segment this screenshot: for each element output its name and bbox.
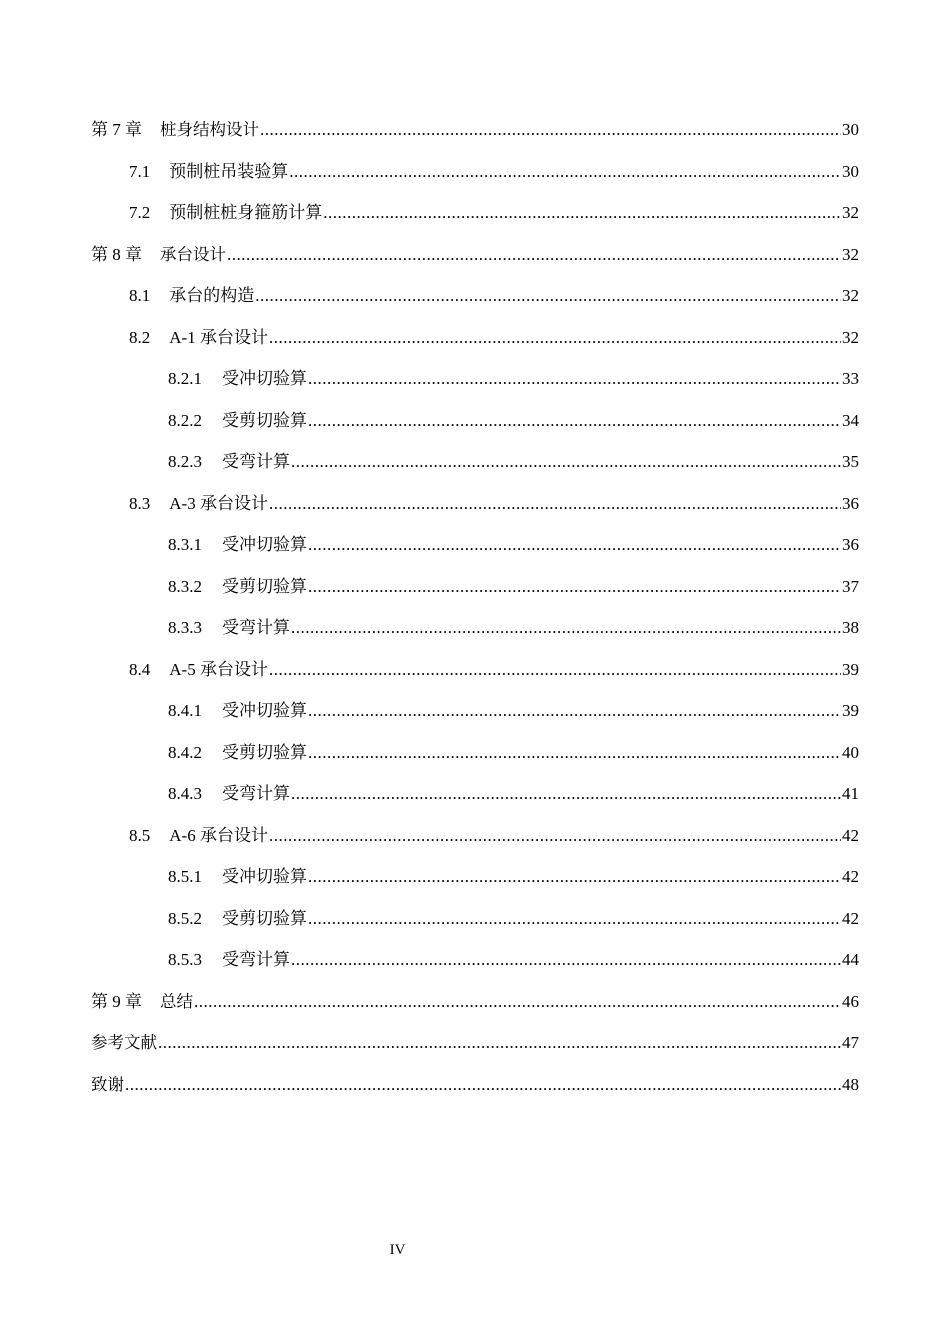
toc-entry-page: 36 <box>842 535 859 554</box>
toc-entry-number: 8.5 <box>129 825 151 845</box>
toc-entry-number: 8.4.1 <box>168 701 202 720</box>
toc-entry-number: 8.3.1 <box>168 535 202 554</box>
toc-entry-page: 32 <box>842 244 859 264</box>
toc-entry[interactable] <box>91 490 859 532</box>
toc-entry[interactable] <box>91 822 859 864</box>
toc-entry[interactable] <box>91 116 859 158</box>
toc-entry-number: 第 7 章 <box>91 120 142 139</box>
toc-entry[interactable] <box>91 199 859 241</box>
toc-dot-leader <box>308 697 841 725</box>
toc-entry-number: 7.2 <box>129 203 151 222</box>
toc-dot-leader <box>227 241 841 269</box>
toc-entry-page: 47 <box>842 1033 859 1052</box>
toc-entry-page: 30 <box>842 120 859 139</box>
toc-entry-page: 32 <box>842 327 859 347</box>
toc-entry[interactable] <box>91 407 859 449</box>
toc-entry-page: 34 <box>842 410 859 430</box>
toc-dot-leader <box>323 199 841 227</box>
toc-entry-page: 39 <box>842 659 859 679</box>
toc-entry-title: 受冲切验算 <box>222 535 307 554</box>
toc-entry-number: 8.2.1 <box>168 369 202 388</box>
toc-entry-number: 8.2 <box>129 327 151 347</box>
toc-entry[interactable] <box>91 697 859 739</box>
toc-entry-page: 30 <box>842 161 859 181</box>
toc-entry-title: 受弯计算 <box>222 618 290 637</box>
toc-entry-title: 受冲切验算 <box>222 701 307 720</box>
toc-entry-number: 8.3 <box>129 493 151 513</box>
toc-dot-leader <box>269 656 841 684</box>
toc-dot-leader <box>289 158 841 186</box>
toc-entry-page: 41 <box>842 784 859 803</box>
table-of-contents <box>91 116 859 1112</box>
toc-entry-page: 42 <box>842 908 859 928</box>
toc-entry-title: 受冲切验算 <box>222 369 307 388</box>
toc-dot-leader <box>158 1029 841 1057</box>
toc-entry-page: 38 <box>842 618 859 637</box>
toc-entry-title: A-6 承台设计 <box>169 825 268 845</box>
toc-entry-title: 预制桩吊装验算 <box>169 161 289 181</box>
toc-entry[interactable] <box>91 241 859 283</box>
toc-dot-leader <box>269 324 841 352</box>
toc-entry-title: 桩身结构设计 <box>160 120 259 139</box>
toc-dot-leader <box>308 407 841 435</box>
toc-entry-page: 42 <box>842 825 859 845</box>
toc-entry-title: 受冲切验算 <box>222 867 307 886</box>
toc-entry-number: 7.1 <box>129 161 151 181</box>
toc-entry[interactable] <box>91 614 859 656</box>
toc-entry[interactable] <box>91 863 859 905</box>
toc-entry-title: 受剪切验算 <box>222 410 307 430</box>
toc-dot-leader <box>269 822 841 850</box>
toc-dot-leader <box>308 905 841 933</box>
toc-entry-title: 受剪切验算 <box>222 576 307 596</box>
toc-entry-page: 36 <box>842 493 859 513</box>
toc-entry-title: A-3 承台设计 <box>169 493 268 513</box>
toc-dot-leader <box>291 780 841 808</box>
toc-entry-page: 32 <box>842 286 859 305</box>
toc-dot-leader <box>308 573 841 601</box>
toc-dot-leader <box>308 739 841 767</box>
toc-entry[interactable] <box>91 158 859 200</box>
toc-entry-number: 8.5.1 <box>168 867 202 886</box>
toc-entry-number: 8.4.2 <box>168 742 202 762</box>
toc-entry-title: 承台的构造 <box>169 286 255 305</box>
toc-entry[interactable] <box>91 656 859 698</box>
toc-dot-leader <box>194 988 841 1016</box>
toc-entry-number: 8.3.3 <box>168 618 202 637</box>
toc-entry-title: A-1 承台设计 <box>169 327 268 347</box>
toc-entry-page: 40 <box>842 742 859 762</box>
toc-entry[interactable] <box>91 573 859 615</box>
toc-entry-page: 46 <box>842 991 859 1011</box>
toc-entry-page: 42 <box>842 867 859 886</box>
toc-dot-leader <box>308 365 841 393</box>
toc-entry[interactable] <box>91 365 859 407</box>
toc-entry[interactable] <box>91 780 859 822</box>
toc-dot-leader <box>308 863 841 891</box>
toc-entry-page: 32 <box>842 203 859 222</box>
toc-entry[interactable] <box>91 324 859 366</box>
toc-entry[interactable] <box>91 1029 859 1071</box>
toc-dot-leader <box>125 1071 841 1099</box>
toc-entry-title: 受弯计算 <box>222 950 290 969</box>
toc-dot-leader <box>260 116 841 144</box>
toc-entry-title: 参考文献 <box>91 1033 157 1052</box>
toc-entry-number: 8.2.3 <box>168 452 202 471</box>
toc-entry[interactable] <box>91 946 859 988</box>
toc-entry-title: 致谢 <box>91 1074 124 1094</box>
toc-entry-title: 总结 <box>160 991 193 1011</box>
toc-entry-page: 48 <box>842 1074 859 1094</box>
toc-entry-page: 35 <box>842 452 859 471</box>
toc-entry-title: 承台设计 <box>160 244 226 264</box>
toc-entry-title: A-5 承台设计 <box>169 659 268 679</box>
toc-entry-title: 受剪切验算 <box>222 908 307 928</box>
toc-entry-number: 8.5.3 <box>168 950 202 969</box>
toc-entry-title: 受剪切验算 <box>222 742 307 762</box>
toc-entry-page: 33 <box>842 369 859 388</box>
toc-entry-title: 预制桩桩身箍筋计算 <box>169 203 323 222</box>
toc-dot-leader <box>255 282 841 310</box>
toc-entry-title: 受弯计算 <box>222 784 290 803</box>
toc-dot-leader <box>308 531 841 559</box>
toc-entry[interactable] <box>91 1071 859 1113</box>
toc-entry-number: 8.3.2 <box>168 576 202 596</box>
toc-entry-number: 8.4 <box>129 659 151 679</box>
toc-dot-leader <box>291 448 841 476</box>
toc-dot-leader <box>269 490 841 518</box>
toc-entry-number: 8.2.2 <box>168 410 202 430</box>
toc-entry[interactable] <box>91 988 859 1030</box>
toc-dot-leader <box>291 946 841 974</box>
toc-entry-number: 第 8 章 <box>91 244 142 264</box>
toc-entry-page: 44 <box>842 950 859 969</box>
toc-entry-page: 37 <box>842 576 859 596</box>
page-number: IV <box>389 1242 406 1258</box>
toc-entry-title: 受弯计算 <box>222 452 290 471</box>
toc-entry[interactable] <box>91 448 859 490</box>
toc-entry[interactable] <box>91 531 859 573</box>
toc-dot-leader <box>291 614 841 642</box>
toc-entry-number: 8.1 <box>129 286 151 305</box>
toc-entry[interactable] <box>91 282 859 324</box>
toc-entry-number: 8.5.2 <box>168 908 202 928</box>
toc-entry-number: 第 9 章 <box>91 991 142 1011</box>
toc-entry[interactable] <box>91 739 859 781</box>
toc-entry-page: 39 <box>842 701 859 720</box>
toc-entry-number: 8.4.3 <box>168 784 202 803</box>
toc-entry[interactable] <box>91 905 859 947</box>
